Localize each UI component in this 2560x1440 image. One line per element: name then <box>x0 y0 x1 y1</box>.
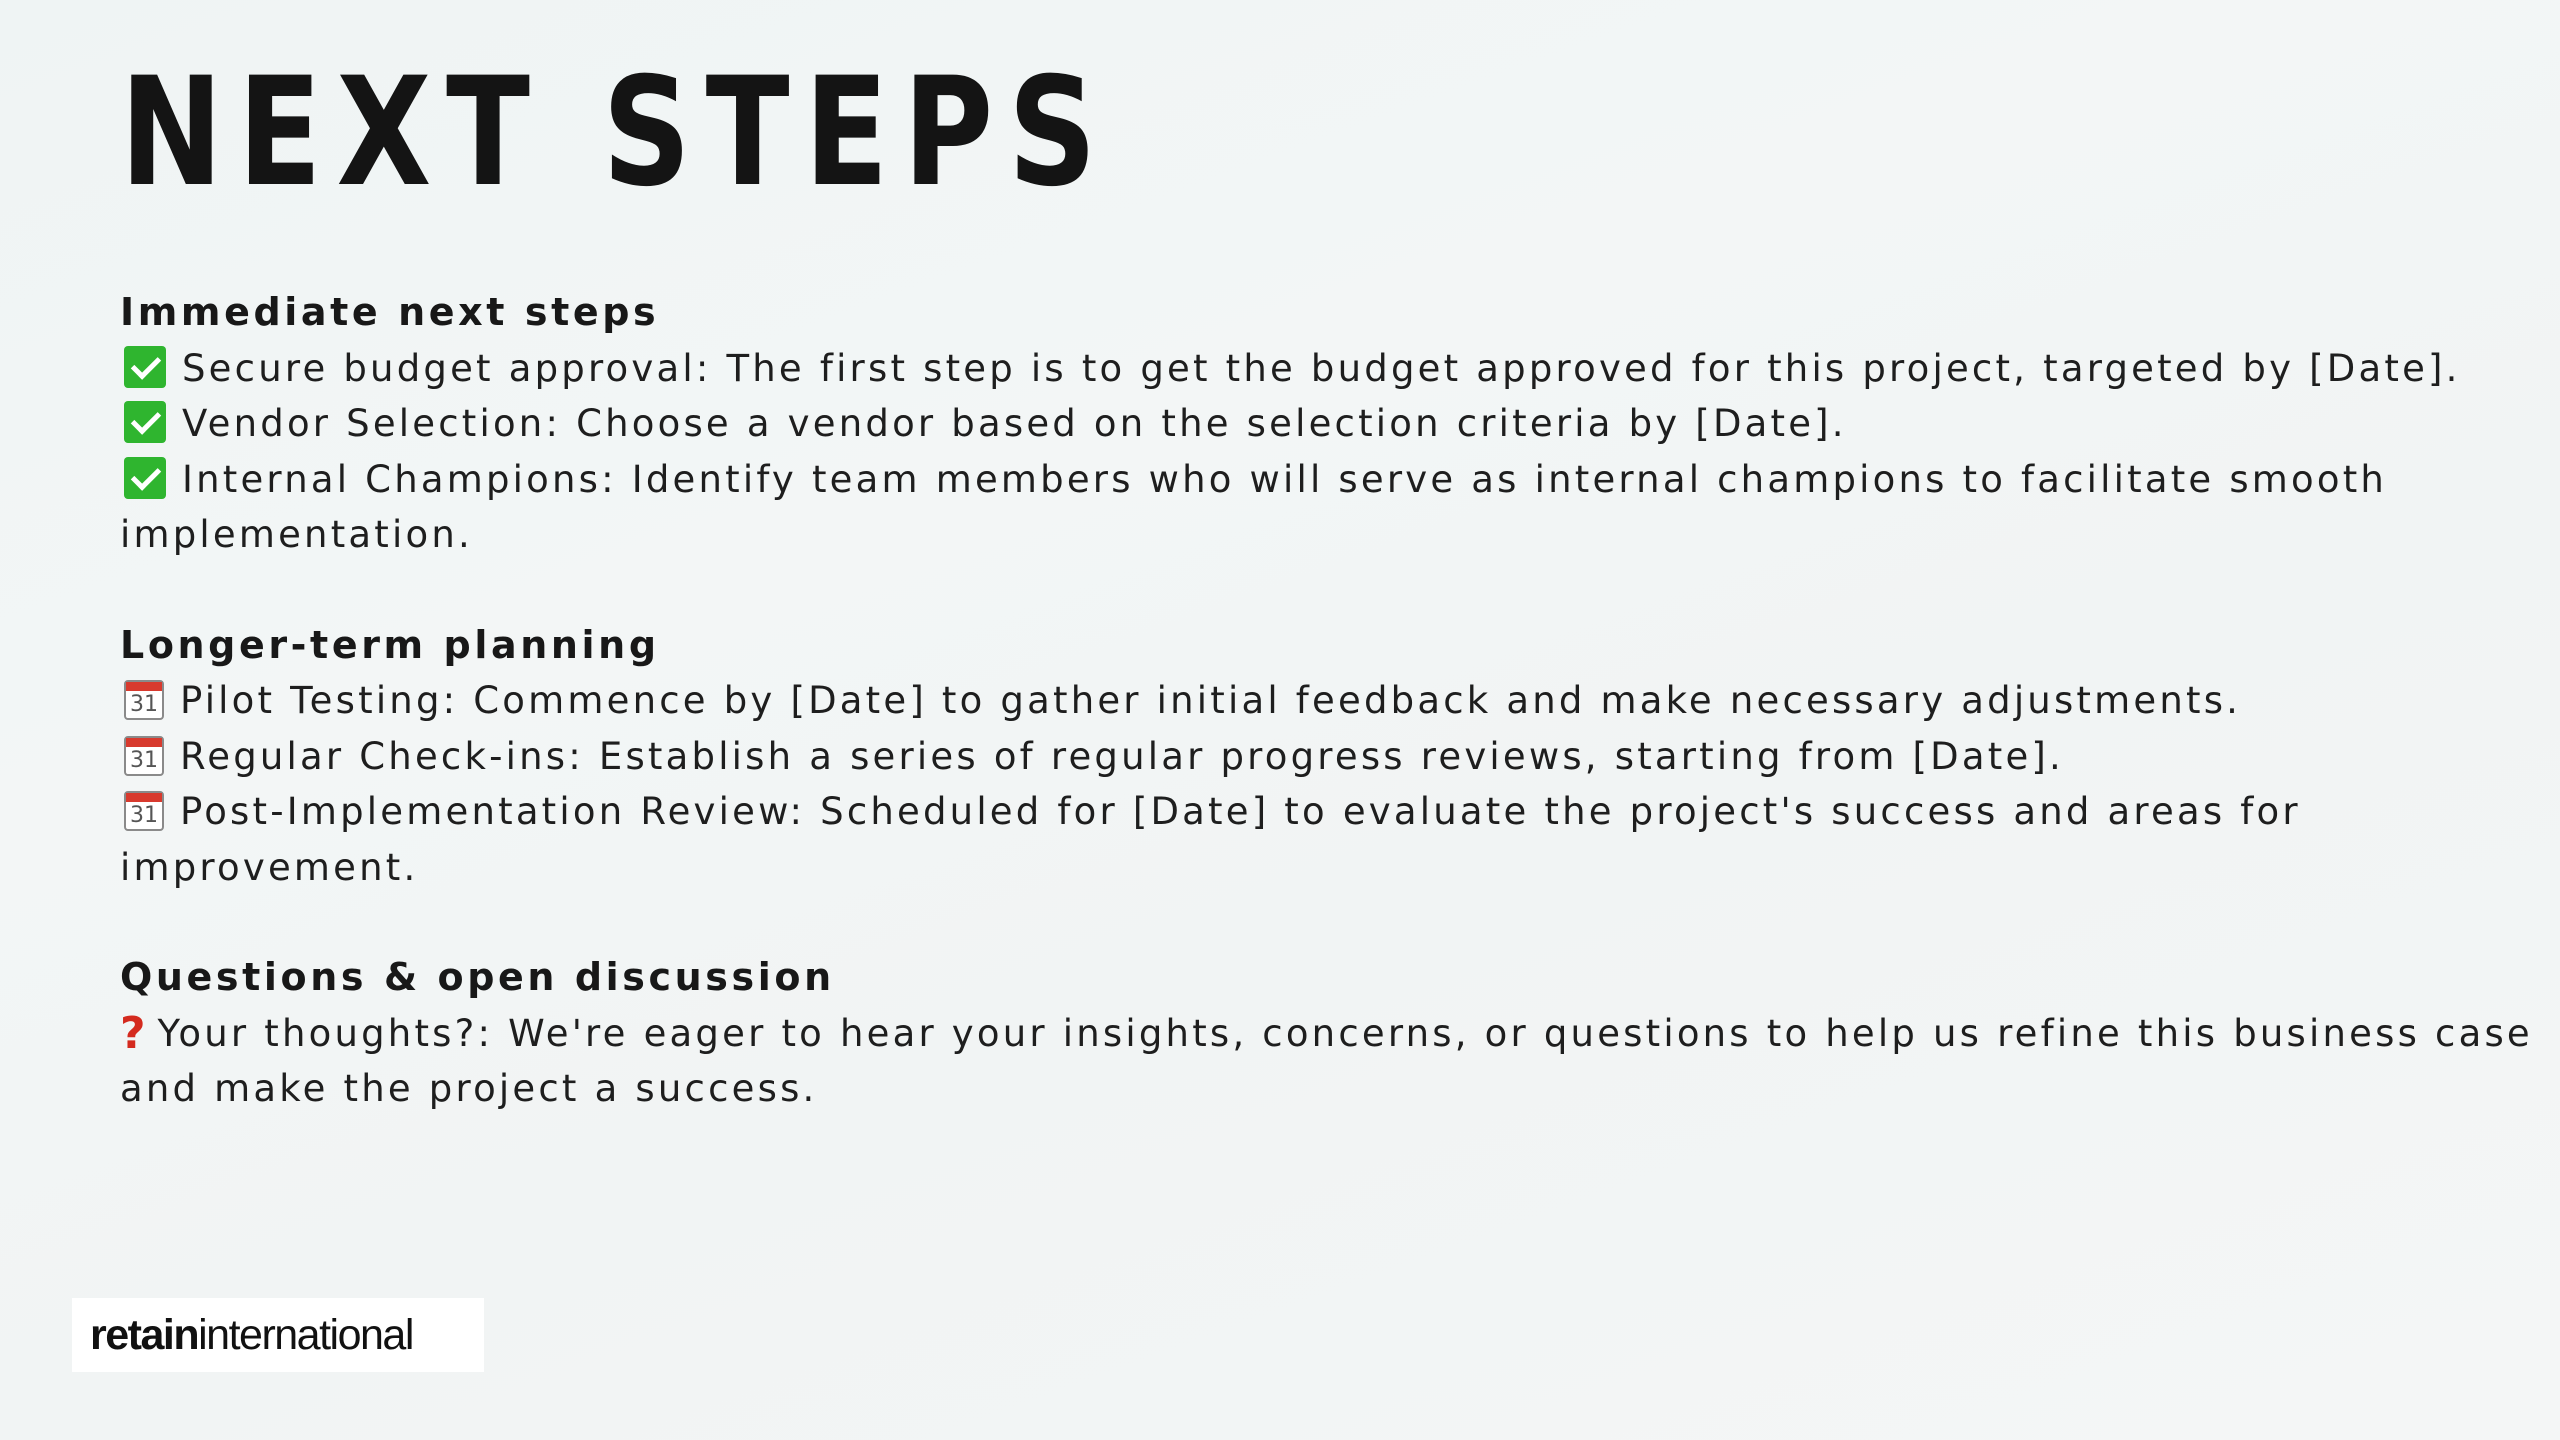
list-item-text: Internal Champions: Identify team members who will serve as internal champions to facilitate smooth implementation. <box>120 457 2388 556</box>
content-body <box>120 285 2540 1172</box>
section-heading: Questions & open discussion <box>120 955 835 999</box>
company-logo <box>72 1298 484 1372</box>
calendar-icon-day: 31 <box>130 692 158 717</box>
section-heading: Longer-term planning <box>120 622 660 667</box>
list-item <box>120 784 2540 895</box>
list-item-text: Regular Check-ins: Establish a series of regular progress reviews, starting from [Date]. <box>180 734 2064 778</box>
list-item-text: Vendor Selection: Choose a vendor based on the selection criteria by [Date]. <box>182 402 1847 445</box>
check-mark-icon <box>124 457 166 499</box>
list-item <box>120 452 2540 563</box>
calendar-icon-day: 31 <box>130 803 158 828</box>
list-item-text: Post-Implementation Review: Scheduled for [Date] to evaluate the project's success and areas for improvement. <box>120 790 2301 889</box>
page-title: NEXT STEPS <box>120 46 1112 220</box>
section-questions-open-discussion <box>120 950 2540 1117</box>
list-item <box>120 341 2540 397</box>
section-immediate-next-steps <box>120 285 2540 563</box>
calendar-icon-day: 31 <box>130 747 158 773</box>
list-item <box>120 396 2540 452</box>
logo-text-light: international <box>198 1310 413 1359</box>
calendar-icon <box>124 736 164 776</box>
calendar-icon <box>124 680 164 720</box>
check-mark-icon <box>124 401 166 443</box>
list-item <box>120 1006 2540 1117</box>
calendar-icon <box>124 791 164 831</box>
list-item-text: Secure budget approval: The first step is to get the budget approved for this project, targeted by [Date]. <box>182 346 2461 390</box>
list-item-text: Your thoughts?: We're eager to hear your insights, concerns, or questions to help us refine this business case and make the project a success. <box>120 1011 2533 1110</box>
question-mark-icon: ? <box>120 1007 146 1059</box>
section-longer-term-planning <box>120 618 2540 896</box>
list-item <box>120 673 2540 729</box>
check-mark-icon <box>124 346 166 388</box>
section-heading: Immediate next steps <box>120 290 660 334</box>
logo-text-bold: retain <box>90 1310 199 1359</box>
list-item <box>120 729 2540 785</box>
list-item-text: Pilot Testing: Commence by [Date] to gather initial feedback and make necessary adjustments. <box>180 679 2242 722</box>
